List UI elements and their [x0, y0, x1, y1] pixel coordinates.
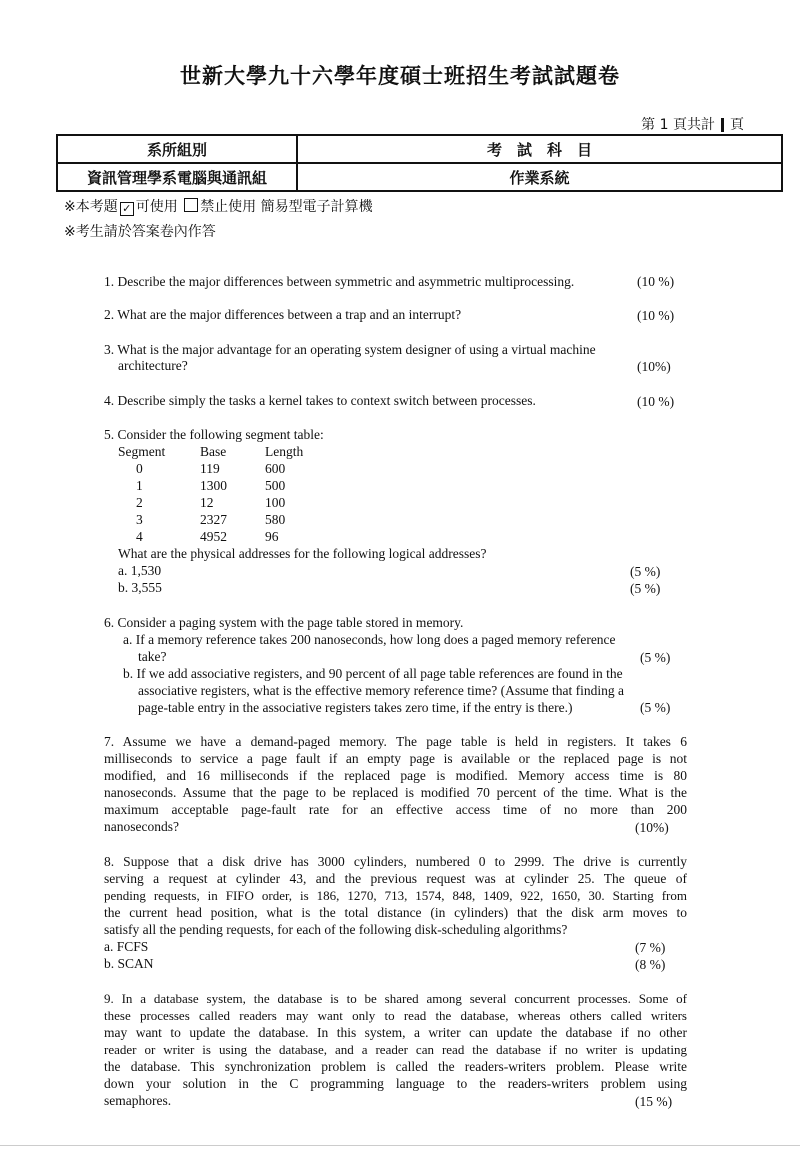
seg-header-segment: Segment [118, 444, 166, 459]
q6-intro: 6. Consider a paging system with the page table stored in memory. [104, 615, 464, 630]
q6-b-pct: (5 %) [640, 700, 671, 715]
q8-b-pct: (8 %) [635, 957, 666, 972]
q8-line1: 8. Suppose that a disk drive has 3000 cylinders, numbered 0 to 2999. The drive is currently [104, 854, 687, 869]
dept-label: 系所組別 [57, 135, 297, 163]
q8-line2: serving a request at cylinder 43, and the previous request was at cylinder 25. The queue of [104, 871, 687, 886]
calc-prefix: ※本考題 [64, 199, 118, 215]
seg-cell: 100 [265, 495, 286, 510]
answer-note: ※考生請於答案卷內作答 [64, 224, 216, 240]
q6-a-pct: (5 %) [640, 650, 671, 665]
q7-line5: maximum acceptable page-fault rate for an effective access time of no more than 200 [104, 802, 687, 817]
q9-line3: may want to update the database. In this system, a writer can update the database if no other [104, 1025, 687, 1040]
seg-header-length: Length [265, 444, 304, 459]
seg-cell: 0 [136, 461, 143, 476]
exam-title: 世新大學九十六學年度碩士班招生考試試題卷 [180, 64, 620, 88]
q6-a-line2: take? [138, 649, 167, 664]
page-prefix: 第 [641, 117, 656, 133]
q6-b-line3: page-table entry in the associative registers takes zero time, if the entry is there.) [138, 700, 573, 715]
q5-b: b. 3,555 [118, 580, 162, 595]
segment-table [0, 443, 800, 543]
subject-value: 作業系統 [297, 163, 782, 191]
q7-pct: (10%) [635, 820, 669, 835]
q9-line4: reader or writer is using the database, and a reader can read the database if no writer is updating [104, 1042, 687, 1057]
seg-cell: 12 [200, 495, 214, 510]
q4-text: 4. Describe simply the tasks a kernel takes to context switch between processes. [104, 393, 536, 408]
seg-cell: 96 [265, 529, 279, 544]
q9-line7: semaphores. [104, 1093, 172, 1108]
page-info [641, 114, 744, 134]
q7-line6: nanoseconds? [104, 819, 179, 834]
q7-line4: nanoseconds. Assume that the page to be replaced is modified 70 percent of the time. What is the [104, 785, 687, 800]
calc-item: 簡易型電子計算機 [260, 199, 373, 215]
page-total-blank [721, 118, 724, 132]
q6-b-line1: b. If we add associative registers, and 90 percent of all page table references are found in the [123, 666, 623, 681]
q6-a-line1: a. If a memory reference takes 200 nanoseconds, how long does a paged memory reference [123, 632, 616, 647]
q6-b-line2: associative registers, what is the effective memory reference time? (Assume that finding a [138, 683, 624, 698]
q2-pct: (10 %) [637, 308, 675, 323]
q9-line6: down your solution in the C programming language to the readers-writers problem using [104, 1076, 687, 1091]
q1-pct: (10 %) [637, 274, 675, 289]
q5-intro: 5. Consider the following segment table: [104, 427, 324, 442]
q8-line4: the current head position, what is the total distance (in cylinders) that the disk arm moves to [104, 905, 687, 920]
seg-cell: 4952 [200, 529, 227, 544]
seg-cell: 2 [136, 495, 143, 510]
calculator-note [64, 196, 373, 216]
q8-line5: satisfy all the pending requests, for each of the following disk-scheduling algorithms? [104, 922, 568, 937]
q9-line5: the database. This synchronization problem is called the readers-writers problem. Please write [104, 1059, 687, 1074]
q8-a: a. FCFS [104, 939, 149, 954]
calc-forbidden: 禁止使用 [200, 199, 257, 215]
seg-cell: 119 [200, 461, 220, 476]
q7-line2: milliseconds to service a page fault if an empty page is available or the replaced page is not [104, 751, 687, 766]
seg-cell: 600 [265, 461, 286, 476]
q3-line1: 3. What is the major advantage for an operating system designer of using a virtual machine [104, 342, 596, 357]
q9-pct: (15 %) [635, 1094, 673, 1109]
q5-a-pct: (5 %) [630, 564, 661, 579]
seg-cell: 500 [265, 478, 286, 493]
checked-box-icon: ✓ [120, 202, 134, 216]
calc-allowed: 可使用 [135, 199, 178, 215]
q5-a: a. 1,530 [118, 563, 162, 578]
seg-cell: 1300 [200, 478, 227, 493]
q8-a-pct: (7 %) [635, 940, 666, 955]
seg-cell: 3 [136, 512, 143, 527]
subject-label: 考 試 科 目 [297, 135, 782, 163]
q7-line3: modified, and 16 milliseconds if the replaced page is modified. Memory access time is 80 [104, 768, 687, 783]
seg-cell: 1 [136, 478, 143, 493]
dept-value: 資訊管理學系電腦與通訊組 [57, 163, 297, 191]
page-middle: 頁共計 [673, 117, 715, 133]
q3-pct: (10%) [637, 359, 671, 374]
q2-text: 2. What are the major differences between a trap and an interrupt? [104, 307, 462, 322]
seg-cell: 580 [265, 512, 286, 527]
q3-line2: architecture? [118, 358, 188, 373]
q8-b: b. SCAN [104, 956, 154, 971]
seg-cell: 4 [136, 529, 143, 544]
q5-b-pct: (5 %) [630, 581, 661, 596]
scan-edge-divider [0, 1145, 800, 1146]
header-table [56, 134, 783, 192]
page-suffix: 頁 [730, 117, 744, 133]
page-number: 1 [659, 117, 669, 133]
q7-line1: 7. Assume we have a demand-paged memory. The page table is held in registers. It takes 6 [104, 734, 687, 749]
q5-question: What are the physical addresses for the following logical addresses? [118, 546, 487, 561]
q4-pct: (10 %) [637, 394, 675, 409]
empty-box-icon [184, 198, 198, 212]
q9-line1: 9. In a database system, the database is to be shared among several concurrent processes. Some of [104, 991, 687, 1006]
seg-header-base: Base [200, 444, 227, 459]
seg-cell: 2327 [200, 512, 227, 527]
q9-line2: these processes called readers may want only to read the database, whereas others called writers [104, 1008, 687, 1023]
q1-text: 1. Describe the major differences between symmetric and asymmetric multiprocessing. [104, 274, 575, 289]
q8-line3: pending requests, in FIFO order, is 186, 1270, 713, 1574, 848, 1409, 922, 1650, 30. Starting from [104, 888, 687, 903]
